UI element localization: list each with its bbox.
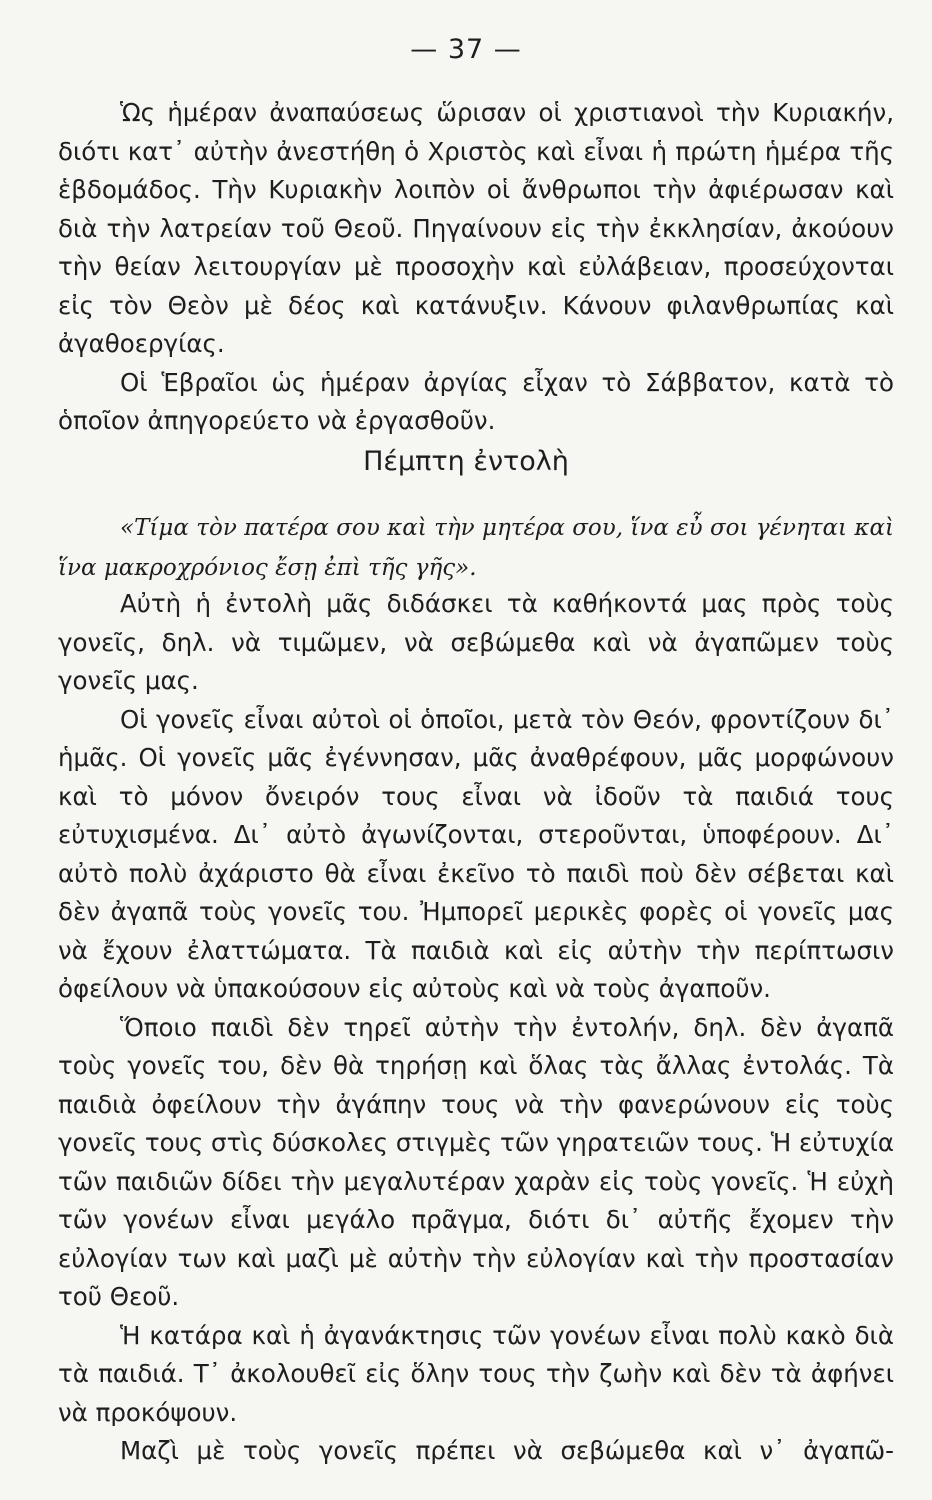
paragraph: Οἱ Ἑβραῖοι ὡς ἡμέραν ἀργίας εἶχαν τὸ Σάββατον, κατὰ τὸ ὁποῖον ἀπηγορεύετο νὰ ἐργασθοῦν. [58,367,894,435]
paragraph: Ὅποιο παιδὶ δὲν τηρεῖ αὐτὴν τὴν ἐντολήν, δηλ. δὲν ἀγαπᾶ τοὺς γονεῖς του, δὲν θὰ τηρήσῃ καὶ ὅλας τὰς ἄλλας ἐντολάς. Τὰ παιδιὰ ὀφείλουν τὴν ἀγάπην τους νὰ τὴν φανερώνουν εἰς τοὺς γονεῖς τους στὶς δύσκολες στιγμὲς τῶν γηρατειῶν τους. Ἡ εὐτυχία τῶν παιδιῶν δίδει τὴν μεγαλυτέραν χαρὰν εἰς τοὺς γονεῖς. Ἡ εὐχὴ τῶν γονέων εἶναι μεγάλο πρᾶγμα, διότι δι᾽ αὐτῆς ἔχομεν τὴν εὐλογίαν των καὶ μαζὶ μὲ αὐτὴν τὴν εὐλογίαν καὶ τὴν προστασίαν τοῦ Θεοῦ. [58,1012,894,1311]
intro-text-block [58,94,894,441]
paragraph: Αὐτὴ ἡ ἐντολὴ μᾶς διδάσκει τὰ καθήκοντά μας πρὸς τοὺς γονεῖς, δηλ. νὰ τιμῶμεν, νὰ σεβώμεθα καὶ νὰ ἀγαπῶμεν τοὺς γονεῖς μας. [58,589,894,695]
quote-text: «Τίμα τὸν πατέρα σου καὶ τὴν μητέρα σου, ἵνα εὖ σοι γένηται καὶ ἵνα μακροχρόνιος ἔσῃ ἐπὶ τῆς γῆς». [58,515,894,581]
commandment-quote [58,508,894,588]
section-heading: Πέμπτη ἐντολὴ [363,446,569,477]
paragraph: Ὡς ἡμέραν ἀναπαύσεως ὥρισαν οἱ χριστιανοὶ τὴν Κυριακήν, διότι κατ᾽ αὐτὴν ἀνεστήθη ὁ Χριστὸς καὶ εἶναι ἡ πρώτη ἡμέρα τῆς ἑβδομάδος. Τὴν Κυριακὴν λοιπὸν οἱ ἄνθρωποι τὴν ἀφιέρωσαν καὶ διὰ τὴν λατρείαν τοῦ Θεοῦ. Πηγαίνουν εἰς τὴν ἐκκλησίαν, ἀκούουν τὴν θείαν λειτουργίαν μὲ προσοχὴν καὶ εὐλάβειαν, προσεύχονται εἰς τὸν Θεὸν μὲ δέος καὶ κατάνυξιν. Κάνουν φιλανθρωπίας καὶ ἀγαθοεργίας. [58,98,894,358]
paragraph: Μαζὶ μὲ τοὺς γονεῖς πρέπει νὰ σεβώμεθα καὶ ν᾽ ἀγαπῶ- [120,1436,894,1465]
main-text-block [58,585,894,1471]
page-number: — 37 — [410,34,522,65]
paragraph: Ἡ κατάρα καὶ ἡ ἀγανάκτησις τῶν γονέων εἶναι πολὺ κακὸ διὰ τὰ παιδιά. Τ᾽ ἀκολουθεῖ εἰς ὅλην τους τὴν ζωὴν καὶ δὲν τὰ ἀφήνει νὰ προκόψουν. [58,1320,894,1427]
paragraph: Οἱ γονεῖς εἶναι αὐτοὶ οἱ ὁποῖοι, μετὰ τὸν Θεόν, φροντίζουν δι᾽ ἡμᾶς. Οἱ γονεῖς μᾶς ἐγέννησαν, μᾶς ἀναθρέφουν, μᾶς μορφώνουν καὶ τὸ μόνον ὄνειρόν τους εἶναι νὰ ἰδοῦν τὰ παιδιά τους εὐτυχισμένα. Δι᾽ αὐτὸ ἀγωνίζονται, στεροῦνται, ὑποφέρουν. Δι᾽ αὐτὸ πολὺ ἀχάριστο θὰ εἶναι ἐκεῖνο τὸ παιδὶ ποὺ δὲν σέβεται καὶ δὲν ἀγαπᾶ τοὺς γονεῖς του. Ἠμπορεῖ μερικὲς φορὲς οἱ γονεῖς μας νὰ ἔχουν ἐλαττώματα. Τὰ παιδιὰ καὶ εἰς αὐτὴν τὴν περίπτωσιν ὀφείλουν νὰ ὑπακούσουν εἰς αὐτοὺς καὶ νὰ τοὺς ἀγαποῦν. [58,704,894,1003]
